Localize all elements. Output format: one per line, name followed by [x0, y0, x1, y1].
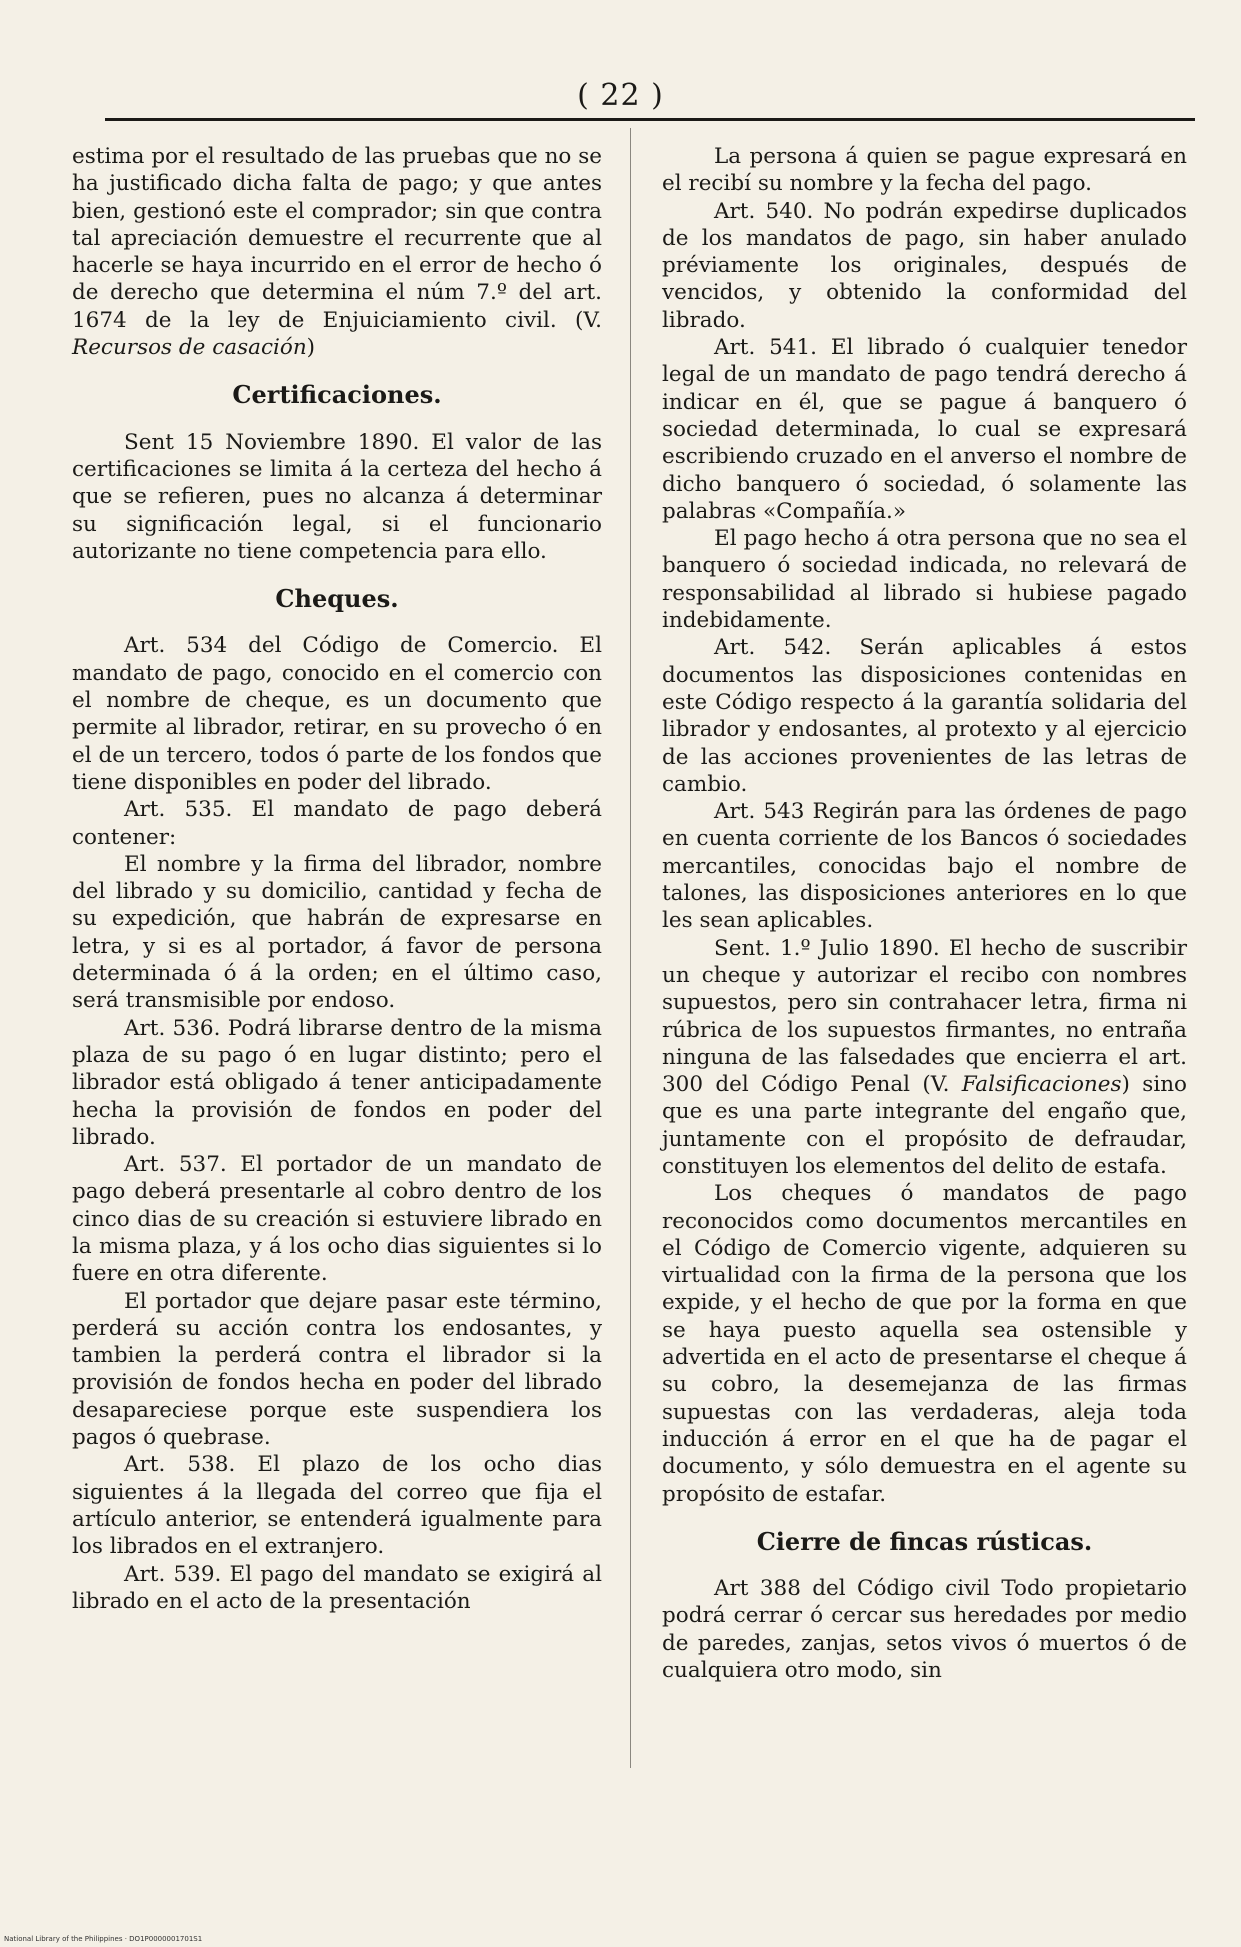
paragraph: estima por el resultado de las pruebas que no se ha justificado dicha falta de pago; y que antes bien, gestionó este el comprador; sin que contra tal apreciación demuestre el recurrente que al hacerle se haya incurrido en el error de hecho ó de derecho que determina el núm 7.º del art. 1674 de la ley de Enjuiciamiento civil. (V. Recursos de casación) — [72, 144, 602, 361]
left-column — [72, 143, 602, 1615]
paragraph: El portador que dejare pasar este término, perderá su acción contra los endosantes, y tambien la perderá contra el librador si la provisión de fondos hecha en poder del librado desapareciese porque este suspendiera los pagos ó quebrase. — [72, 1288, 602, 1451]
paragraph: El pago hecho á otra persona que no sea el banquero ó sociedad indicada, no relevará de responsabilidad al librado si hubiese pagado indebidamente. — [662, 526, 1187, 634]
section-heading-cheques: Cheques. — [275, 584, 399, 614]
section-heading-cierre: Cierre de fincas rústicas. — [756, 1526, 1093, 1556]
cross-reference: Falsificaciones — [961, 1072, 1122, 1098]
scan-credit: National Library of the Philippines · DO1P0000001701S1 — [4, 1935, 203, 1943]
paragraph: Art. 538. El plazo de los ocho dias siguientes á la llegada del correo que fija el artículo anterior, se entenderá igualmente para los librados en el extranjero. — [72, 1452, 602, 1560]
paragraph: La persona á quien se pague expresará en el recibí su nombre y la fecha del pago. — [662, 144, 1187, 197]
paragraph: Los cheques ó mandatos de pago reconocidos como documentos mercantiles en el Código de Comercio vigente, adquieren su virtualidad con la firma de la persona que los expide, y el hecho de que por la forma en que se haya puesto aquella sea ostensible y advertida en el acto de presentarse el cheque á su cobro, la desemejanza de las firmas supuestas con las verdaderas, aleja toda inducción á error en el que ha de pagar el documento, y sólo demuestra en el agente su propósito de estafar. — [662, 1181, 1187, 1507]
paragraph: Art. 534 del Código de Comercio. El mandato de pago, conocido en el comercio con el nombre de cheque, es un documento que permite al librador, retirar, en su provecho ó en el de un tercero, todos ó parte de los fondos que tiene disponibles en poder del librado. — [72, 633, 602, 795]
header-rule — [105, 118, 1195, 121]
paragraph: Art. 536. Podrá librarse dentro de la misma plaza de su pago ó en lugar distinto; pero el librador está obligado á tener anticipadamente hecha la provisión de fondos en poder del librado. — [72, 1015, 602, 1150]
paragraph: El nombre y la firma del librador, nombre del librado y su domicilio, cantidad y fecha de su expedición, que habrán de expresarse en letra, y si es al portador, á favor de persona determinada ó á la orden; en el último caso, será transmisible por endoso. — [72, 851, 602, 1014]
paragraph: Art. 537. El portador de un mandato de pago deberá presentarle al cobro dentro de los cinco dias de su creación si estuviere librado en la misma plaza, y á los ocho dias siguientes si lo fuere en otra diferente. — [72, 1152, 602, 1287]
cross-reference: Recursos de casación — [72, 335, 307, 361]
paragraph: Art. 541. El librado ó cualquier tenedor legal de un mandato de pago tendrá derecho á indicar en él, que se pague á banquero ó sociedad determinada, lo cual se expresará escribiendo cruzado en el anverso el nombre de dicho banquero ó sociedad, ó solamente las palabras «Compañía.» — [662, 335, 1187, 524]
right-column — [662, 143, 1187, 1684]
column-divider — [630, 128, 631, 1768]
page-number: ( 22 ) — [577, 78, 664, 113]
paragraph: Art. 543 Regirán para las órdenes de pago en cuenta corriente de los Bancos ó sociedades mercantiles, conocidas bajo el nombre de talones, las disposiciones anteriores en lo que les sean aplicables. — [662, 799, 1187, 934]
paragraph: Sent. 1.º Julio 1890. El hecho de suscribir un cheque y autorizar el recibo con nombres supuestos, pero sin contrahacer letra, firma ni rúbrica de los supuestos firmantes, no entraña ninguna de las falsedades que encierra el art. 300 del Código Penal (V. Falsificaciones) sino que es una parte integrante del engaño que, juntamente con el propósito de defraudar, constituyen los elementos del delito de estafa. — [662, 935, 1187, 1179]
paragraph: Sent 15 Noviembre 1890. El valor de las certificaciones se limita á la certeza del hecho á que se refieren, pues no alcanza á determinar su significación legal, si el funcionario autorizante no tiene competencia para ello. — [72, 429, 602, 564]
section-heading-certificaciones: Certificaciones. — [232, 380, 442, 410]
paragraph: Art. 542. Serán aplicables á estos documentos las disposiciones contenidas en este Código respecto á la garantía solidaria del librador y endosantes, al protexto y al ejercicio de las acciones provenientes de las letras de cambio. — [662, 635, 1187, 797]
paragraph: Art 388 del Código civil Todo propietario podrá cerrar ó cercar sus heredades por medio de paredes, zanjas, setos vivos ó muertos ó de cualquiera otro modo, sin — [662, 1576, 1187, 1684]
paragraph: Art. 535. El mandato de pago deberá contener: — [72, 797, 602, 850]
paragraph: Art. 539. El pago del mandato se exigirá al librado en el acto de la presentación — [72, 1561, 602, 1614]
paragraph: Art. 540. No podrán expedirse duplicados de los mandatos de pago, sin haber anulado préviamente los originales, después de vencidos, y obtenido la conformidad del librado. — [662, 198, 1187, 333]
